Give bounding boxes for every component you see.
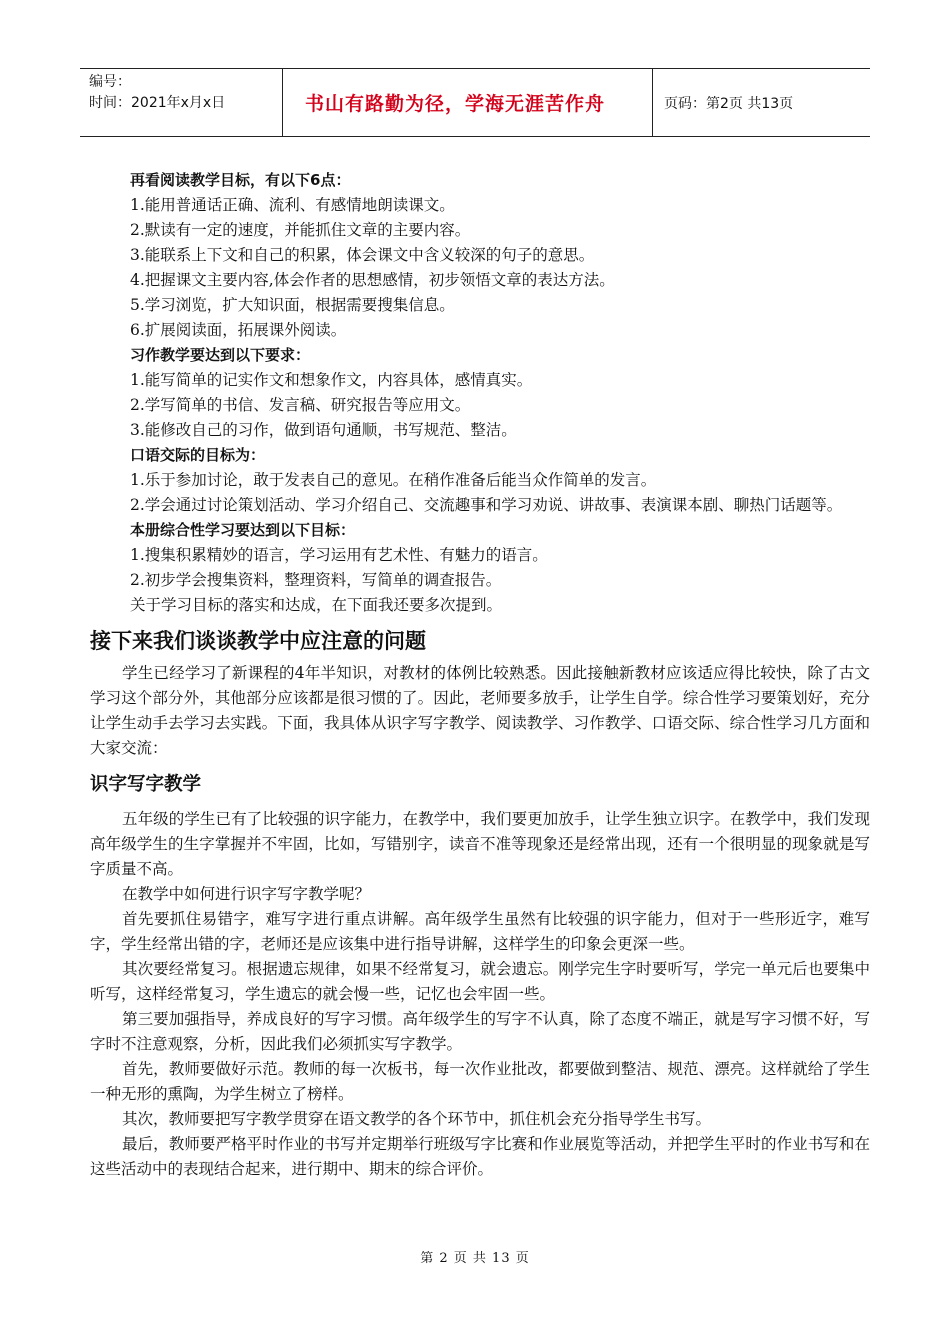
page-footer: 第 2 页 共 13 页 — [420, 1251, 530, 1266]
intro-paragraph: 学生已经学习了新课程的4年半知识，对教材的体例比较熟悉。因此接触新教材应该适应得比较快，除了古文学习这个部分外，其他部分应该都是很习惯的了。因此，老师要多放手，让学生自学。综合性学习要策划好，充分让学生动手去学习去实践。下面，我具体从识字写字教学、阅读教学、习作教学、口语交际、综合性学习几方面和大家交流： — [90, 664, 870, 757]
comprehensive-goal-item: 1.搜集积累精妙的语言，学习运用有艺术性、有魅力的语言。 — [130, 546, 548, 564]
oral-goals-heading: 口语交际的目标为： — [130, 446, 266, 464]
reading-goal-item: 1.能用普通话正确、流利、有感情地朗读课文。 — [130, 196, 455, 214]
writing-goals-heading: 习作教学要达到以下要求： — [130, 346, 311, 364]
date-label: 时间：2021年x月x日 — [89, 95, 226, 111]
comprehensive-goal-item: 2.初步学会搜集资料，整理资料，写简单的调查报告。 — [130, 571, 502, 589]
reading-goal-item: 4.把握课文主要内容,体会作者的思想感情，初步领悟文章的表达方法。 — [130, 271, 615, 289]
literacy-paragraph: 其次要经常复习。根据遗忘规律，如果不经常复习，就会遗忘。刚学完生字时要听写，学完一单元后也要集中听写，这样经常复习，学生遗忘的就会慢一些，记忆也会牢固一些。 — [90, 960, 870, 1003]
document-body — [90, 168, 870, 1182]
header-meta — [80, 69, 283, 136]
header-page-info: 页码：第2页 共13页 — [664, 95, 794, 112]
writing-goal-item: 3.能修改自己的习作，做到语句通顺，书写规范、整洁。 — [130, 421, 517, 439]
reading-goal-item: 6.扩展阅读面，拓展课外阅读。 — [130, 321, 347, 339]
header-motto-cell — [283, 69, 653, 136]
literacy-paragraph: 最后，教师要严格平时作业的书写并定期举行班级写字比赛和作业展览等活动，并把学生平时的作业书写和在这些活动中的表现结合起来，进行期中、期末的综合评价。 — [90, 1135, 870, 1178]
reading-goal-item: 2.默读有一定的速度，并能抓住文章的主要内容。 — [130, 221, 471, 239]
literacy-paragraph: 在教学中如何进行识字写字教学呢？ — [122, 885, 371, 903]
reading-goal-item: 5.学习浏览，扩大知识面，根据需要搜集信息。 — [130, 296, 455, 314]
oral-goal-item: 1.乐于参加讨论，敢于发表自己的意见。在稍作准备后能当众作简单的发言。 — [130, 471, 657, 489]
writing-goal-item: 1.能写简单的记实作文和想象作文，内容具体，感情真实。 — [130, 371, 533, 389]
oral-goal-item: 2.学会通过讨论策划活动、学习介绍自己、交流趣事和学习劝说、讲故事、表演课本剧、聊热门话题等。 — [130, 496, 843, 514]
reading-goals-heading: 再看阅读教学目标，有以下6点： — [130, 171, 351, 189]
comprehensive-goals-heading: 本册综合性学习要达到以下目标： — [130, 521, 356, 539]
motto-text: 书山有路勤为径，学海无涯苦作舟 — [305, 93, 606, 115]
section-heading-teaching-issues: 接下来我们谈谈教学中应注意的问题 — [90, 629, 426, 653]
literacy-paragraph: 五年级的学生已有了比较强的识字能力，在教学中，我们要更加放手，让学生独立识字。在教学中，我们发现高年级学生的生字掌握并不牢固，比如，写错别字，读音不准等现象还是经常出现，还有一个很明显的现象就是写字质量不高。 — [90, 810, 870, 878]
comprehensive-note: 关于学习目标的落实和达成，在下面我还要多次提到。 — [130, 596, 503, 614]
literacy-paragraph: 第三要加强指导，养成良好的写字习惯。高年级学生的写字不认真，除了态度不端正，就是写字习惯不好，写字时不注意观察，分析，因此我们必须抓实写字教学。 — [90, 1010, 870, 1053]
page-header — [80, 68, 870, 137]
literacy-paragraph: 首先，教师要做好示范。教师的每一次板书，每一次作业批改，都要做到整洁、规范、漂亮。这样就给了学生一种无形的熏陶，为学生树立了榜样。 — [90, 1060, 870, 1103]
number-label: 编号： — [89, 74, 131, 90]
literacy-paragraph: 其次，教师要把写字教学贯穿在语文教学的各个环节中，抓住机会充分指导学生书写。 — [122, 1110, 712, 1128]
reading-goal-item: 3.能联系上下文和自己的积累，体会课文中含义较深的句子的意思。 — [130, 246, 595, 264]
writing-goal-item: 2.学写简单的书信、发言稿、研究报告等应用文。 — [130, 396, 471, 414]
section-heading-literacy: 识字写字教学 — [90, 774, 202, 795]
literacy-paragraph: 首先要抓住易错字，难写字进行重点讲解。高年级学生虽然有比较强的识字能力，但对于一些形近字，难写字，学生经常出错的字，老师还是应该集中进行指导讲解，这样学生的印象会更深一些。 — [90, 910, 870, 953]
